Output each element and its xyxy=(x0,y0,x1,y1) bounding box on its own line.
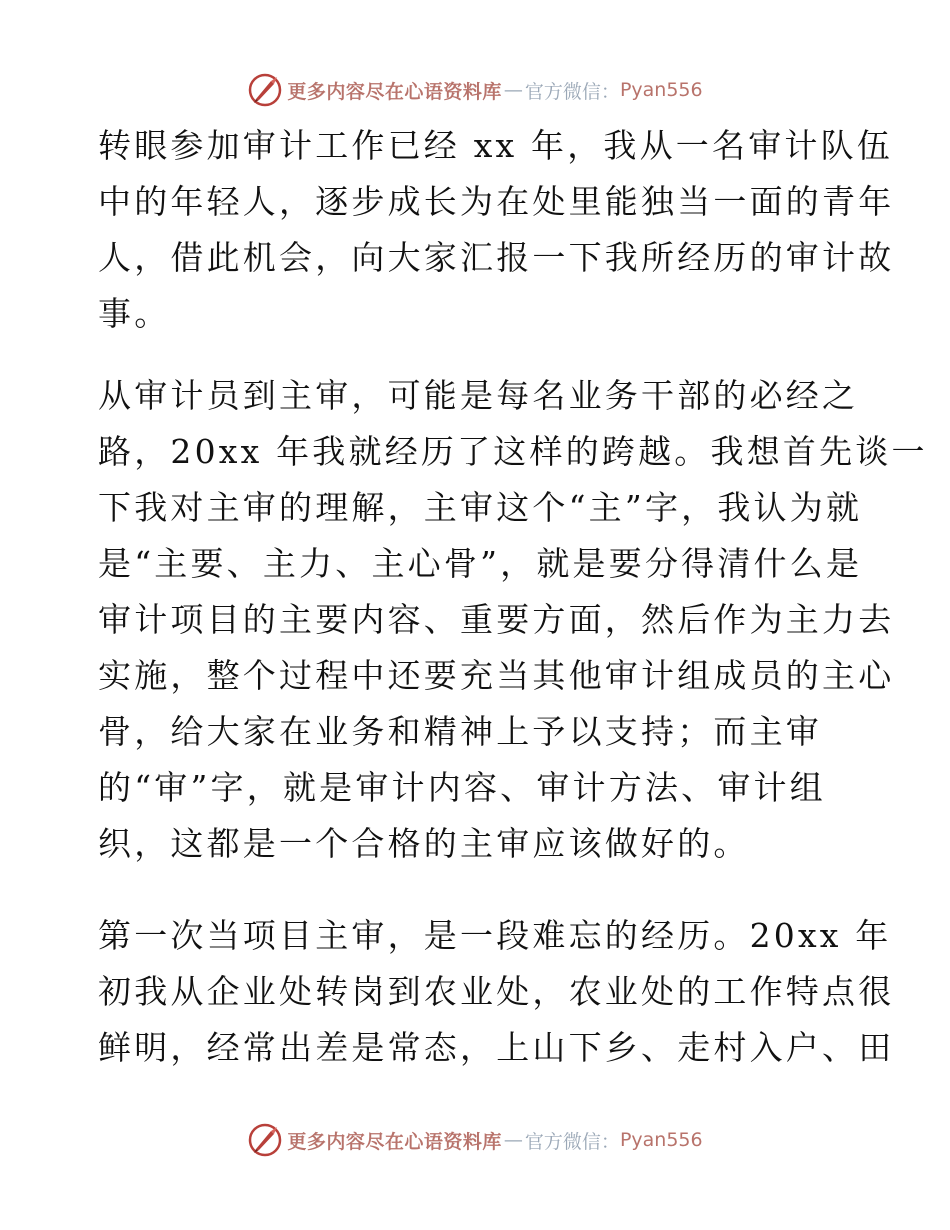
text-line: 中的年轻人，逐步成长为在处里能独当一面的青年 xyxy=(98,182,895,221)
text-line: 第一次当项目主审，是一段难忘的经历。20xx 年 xyxy=(98,916,892,955)
text-line: 是“主要、主力、主心骨”，就是要分得清什么是 xyxy=(98,544,863,583)
text-line: 鲜明，经常出差是常态，上山下乡、走村入户、田 xyxy=(98,1028,895,1067)
text-line: 织，这都是一个合格的主审应该做好的。 xyxy=(98,824,750,863)
watermark-wechat-id: Pyan556 xyxy=(619,79,703,101)
text-line: 骨，给大家在业务和精神上予以支持；而主审 xyxy=(98,712,822,751)
text-line: 事。 xyxy=(98,294,171,333)
text-line: 下我对主审的理解，主审这个“主”字，我认为就 xyxy=(98,488,863,527)
watermark-main-text: 更多内容尽在心语资料库 xyxy=(287,1130,502,1153)
watermark-separator: — xyxy=(503,79,523,101)
text-line: 人，借此机会，向大家汇报一下我所经历的审计故 xyxy=(98,238,895,277)
text-line: 的“审”字，就是审计内容、审计方法、审计组 xyxy=(98,768,826,807)
text-line: 从审计员到主审，可能是每名业务干部的必经之 xyxy=(98,376,859,415)
watermark-wechat-id: Pyan556 xyxy=(619,1129,703,1151)
text-line: 审计项目的主要内容、重要方面，然后作为主力去 xyxy=(98,600,895,639)
paragraph-3 xyxy=(98,908,894,1076)
footer-watermark xyxy=(0,1118,950,1162)
watermark-wechat-label: 官方微信： xyxy=(524,1130,620,1153)
text-line: 实施，整个过程中还要充当其他审计组成员的主心 xyxy=(98,656,895,695)
quill-pen-logo-icon xyxy=(247,72,283,108)
watermark-main-text: 更多内容尽在心语资料库 xyxy=(287,80,502,103)
paragraph-2 xyxy=(98,368,928,872)
text-line: 转眼参加审计工作已经 xx 年，我从一名审计队伍 xyxy=(98,126,894,165)
watermark-wechat-label: 官方微信： xyxy=(524,80,620,103)
text-line: 路，20xx 年我就经历了这样的跨越。我想首先谈一 xyxy=(98,432,928,471)
header-watermark xyxy=(0,68,950,112)
quill-pen-logo-icon xyxy=(247,1122,283,1158)
watermark-separator: — xyxy=(503,1129,523,1151)
text-line: 初我从企业处转岗到农业处，农业处的工作特点很 xyxy=(98,972,895,1011)
paragraph-1 xyxy=(98,118,894,342)
